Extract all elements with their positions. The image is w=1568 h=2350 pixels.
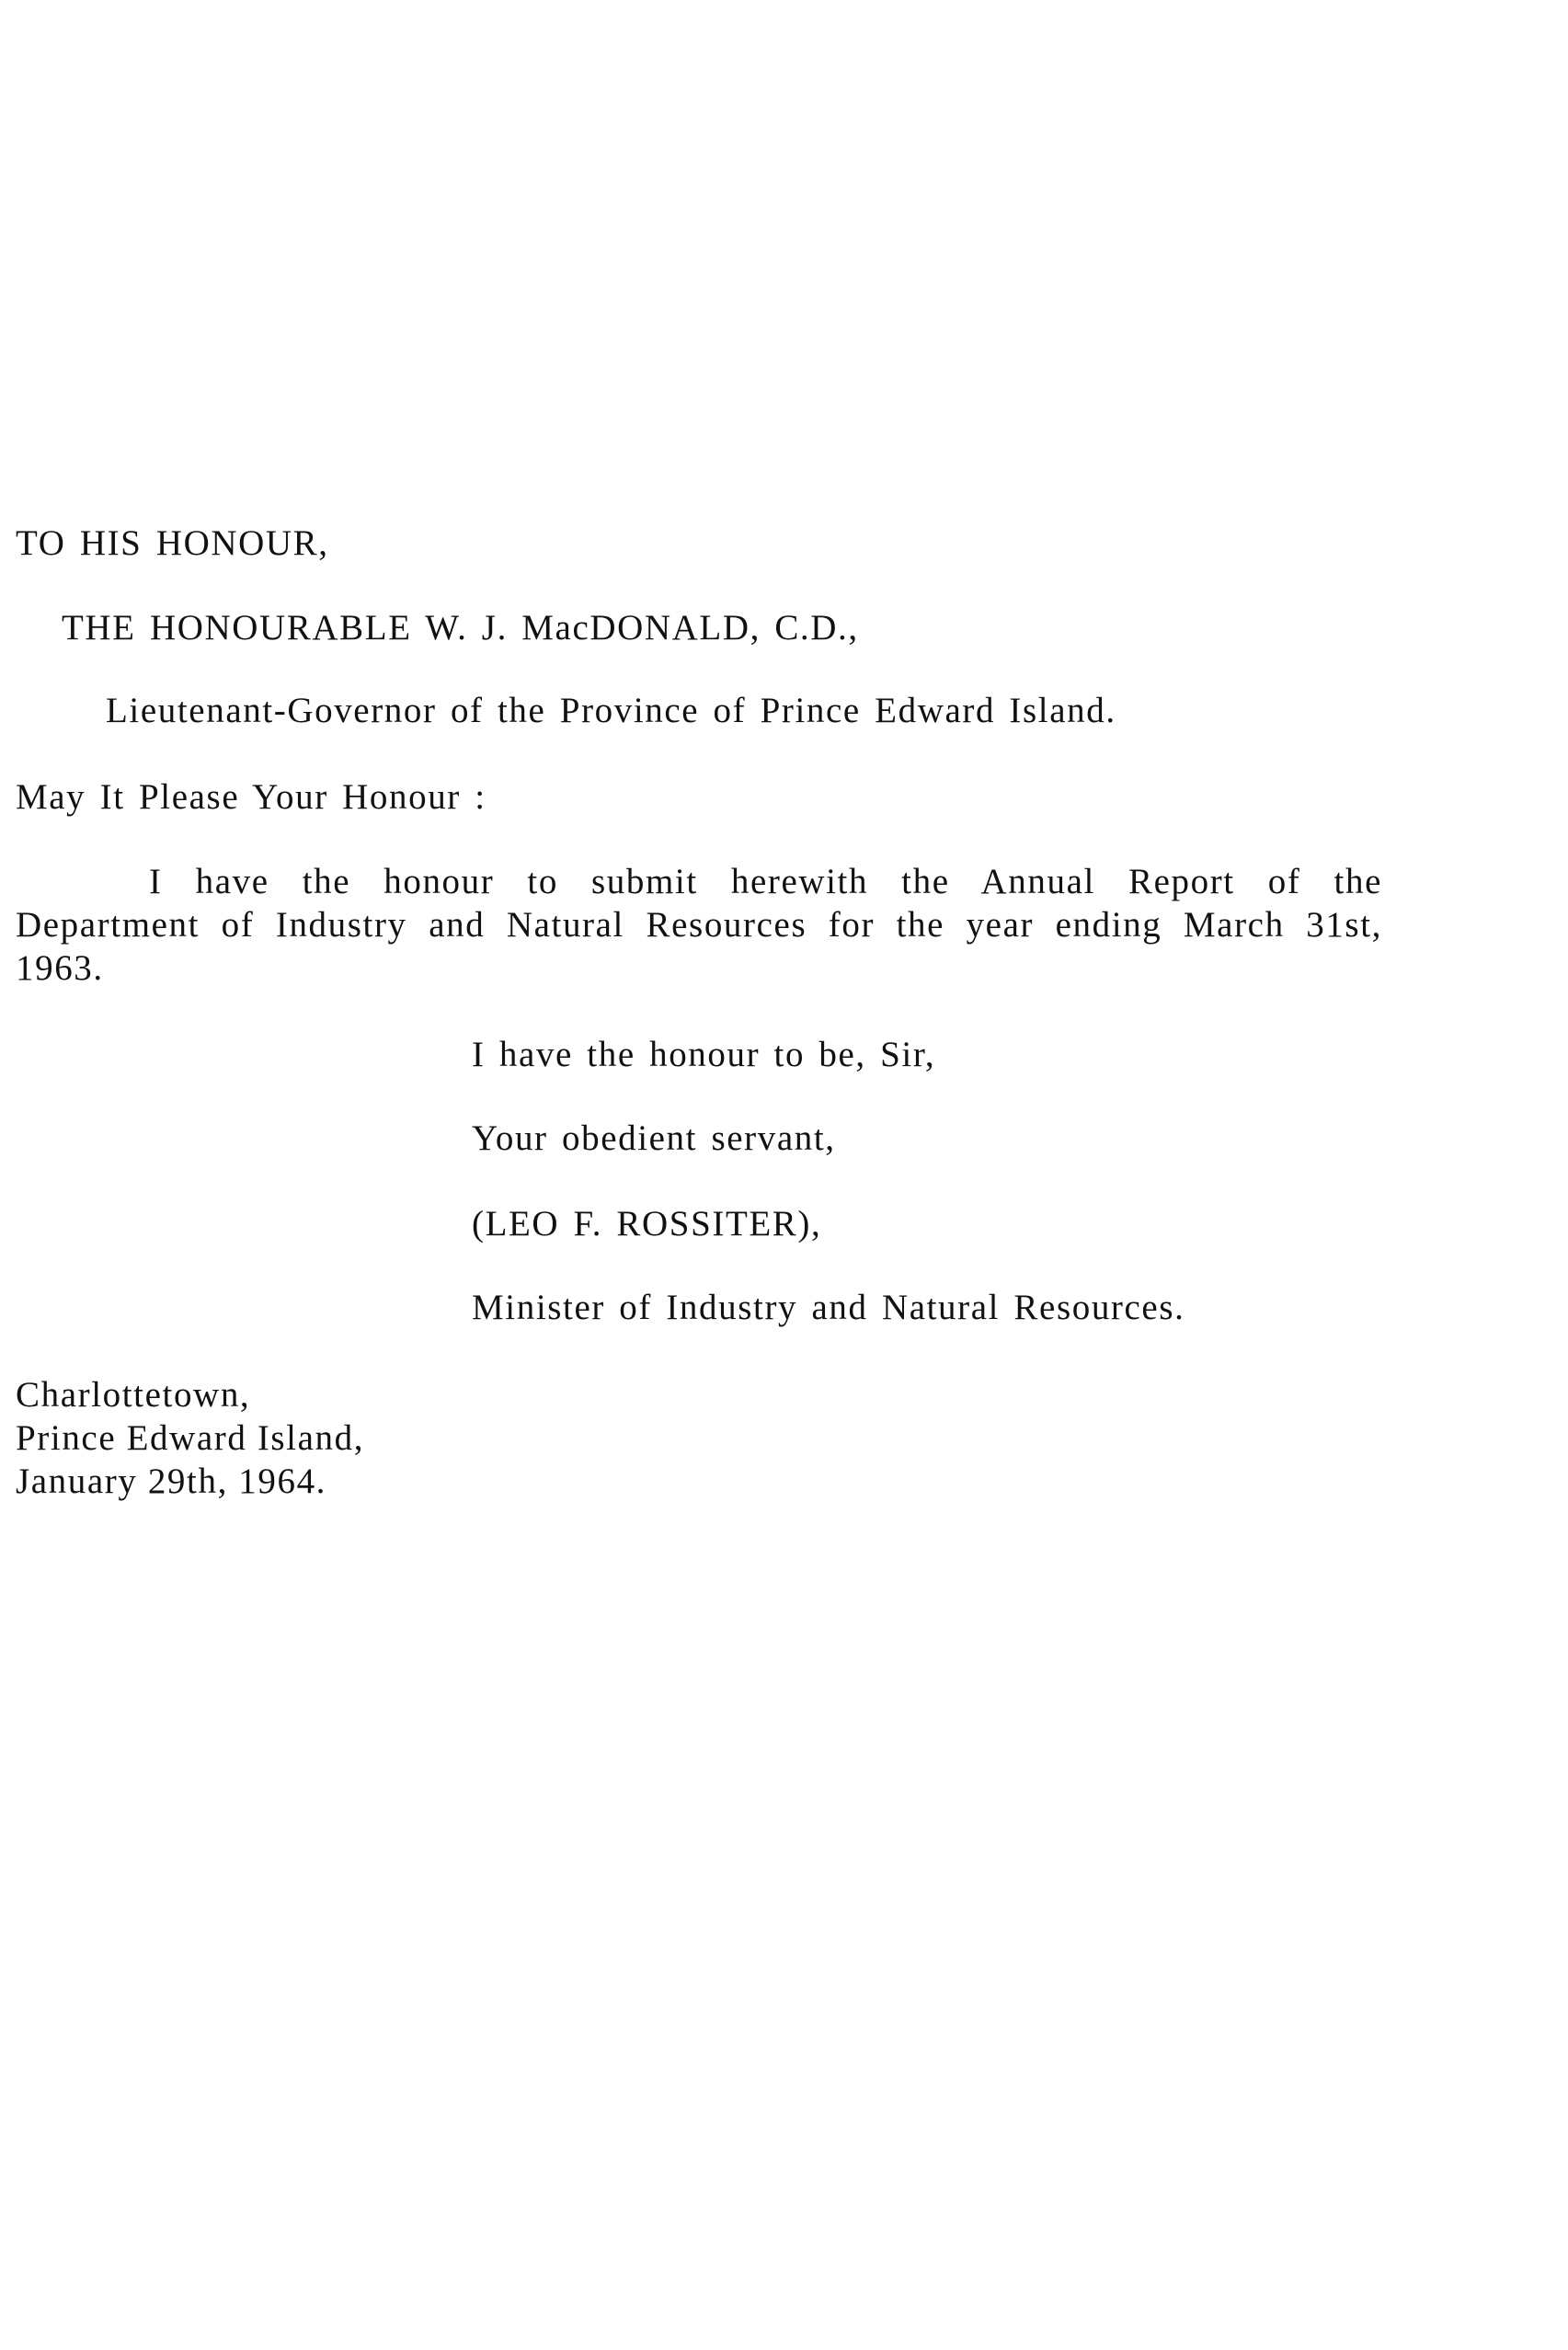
signatory-title: Minister of Industry and Natural Resources. <box>472 1288 1185 1327</box>
address-office-title: Lieutenant-Governor of the Province of Prince Edward Island. <box>106 691 1116 730</box>
place-city: Charlottetown, <box>16 1375 251 1415</box>
salutation: May It Please Your Honour : <box>16 777 486 817</box>
place-province: Prince Edward Island, <box>16 1418 365 1458</box>
letter-body: I have the honour to submit herewith the Annual Report of the Department of Industry and Natural Resources for the year ending March 31st, 1963. <box>16 862 1382 988</box>
place-and-date <box>16 1373 364 1503</box>
address-honourable-name: THE HONOURABLE W. J. MacDONALD, C.D., <box>62 608 859 648</box>
closing-line: I have the honour to be, Sir, <box>472 1035 936 1074</box>
address-recipient: TO HIS HONOUR, <box>16 523 329 563</box>
closing-servant: Your obedient servant, <box>472 1118 836 1158</box>
letter-date: January 29th, 1964. <box>16 1462 327 1501</box>
signatory-name: (LEO F. ROSSITER), <box>472 1204 822 1244</box>
